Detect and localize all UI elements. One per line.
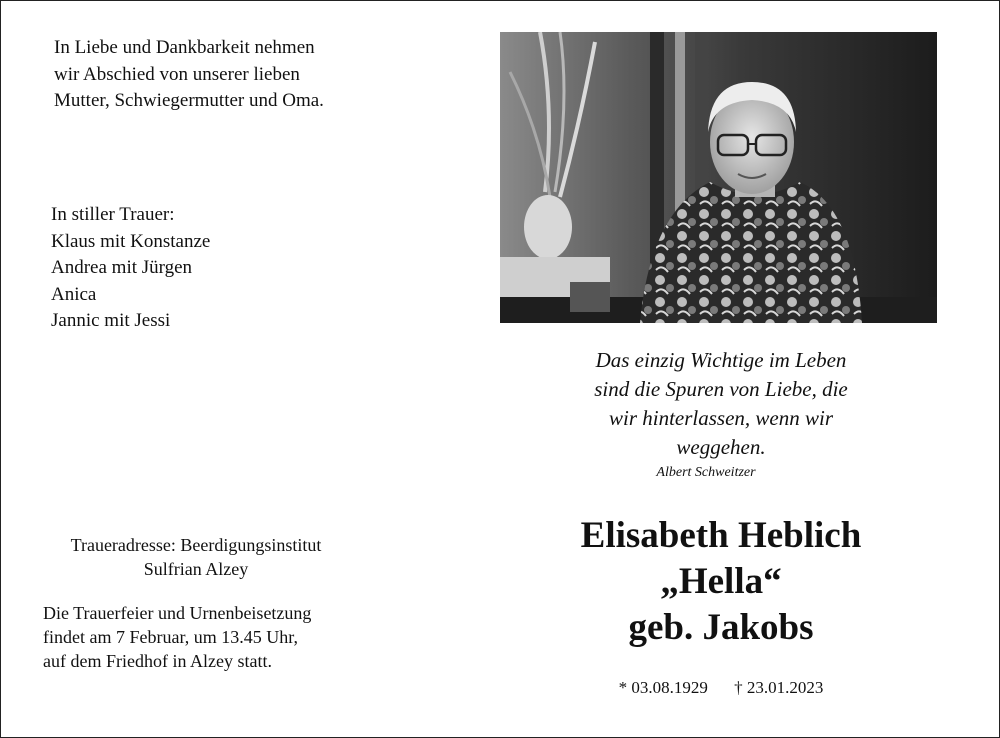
mourners-list	[51, 202, 351, 335]
maiden-name-line: geb. Jakobs	[628, 607, 814, 648]
deceased-name	[521, 513, 921, 651]
mourner-name: Andrea mit Jürgen	[51, 257, 193, 278]
address-line: Traueradresse: Beerdigungsinstitut	[70, 535, 322, 555]
address-line: Sulfrian Alzey	[143, 559, 249, 579]
intro-line: wir Abschied von unserer lieben	[54, 63, 300, 85]
mourner-name: Jannic mit Jessi	[51, 310, 171, 331]
ceremony-line: auf dem Friedhof in Alzey statt.	[43, 651, 272, 671]
quote-author: Albert Schweitzer	[656, 465, 756, 480]
portrait-illustration	[500, 32, 937, 323]
ceremony-line: Die Trauerfeier und Urnenbeisetzung	[43, 603, 312, 623]
mourning-address	[31, 533, 361, 581]
portrait-photo	[500, 32, 937, 323]
intro-text	[54, 35, 434, 115]
nickname-line: „Hella“	[660, 561, 782, 602]
mourner-name: Anica	[51, 283, 97, 305]
name-line: Elisabeth Heblich	[580, 515, 862, 556]
intro-line: In Liebe und Dankbarkeit nehmen	[54, 37, 315, 58]
birth-date: * 03.08.1929	[618, 678, 708, 697]
quote-line: sind die Spuren von Liebe, die	[594, 377, 848, 401]
quote-line: wir hinterlassen, wenn wir	[608, 406, 834, 430]
ceremony-info	[43, 601, 403, 673]
quote-line: weggehen.	[676, 435, 766, 459]
mourner-name: Klaus mit Konstanze	[51, 230, 211, 252]
intro-line: Mutter, Schwiegermutter und Oma.	[54, 90, 324, 111]
ceremony-line: findet am 7 Februar, um 13.45 Uhr,	[43, 627, 299, 647]
quote-text	[521, 346, 921, 462]
mourners-heading: In stiller Trauer:	[51, 204, 175, 225]
life-dates	[561, 677, 881, 699]
quote-line: Das einzig Wichtige im Leben	[595, 348, 847, 372]
death-date: † 23.01.2023	[734, 678, 824, 697]
